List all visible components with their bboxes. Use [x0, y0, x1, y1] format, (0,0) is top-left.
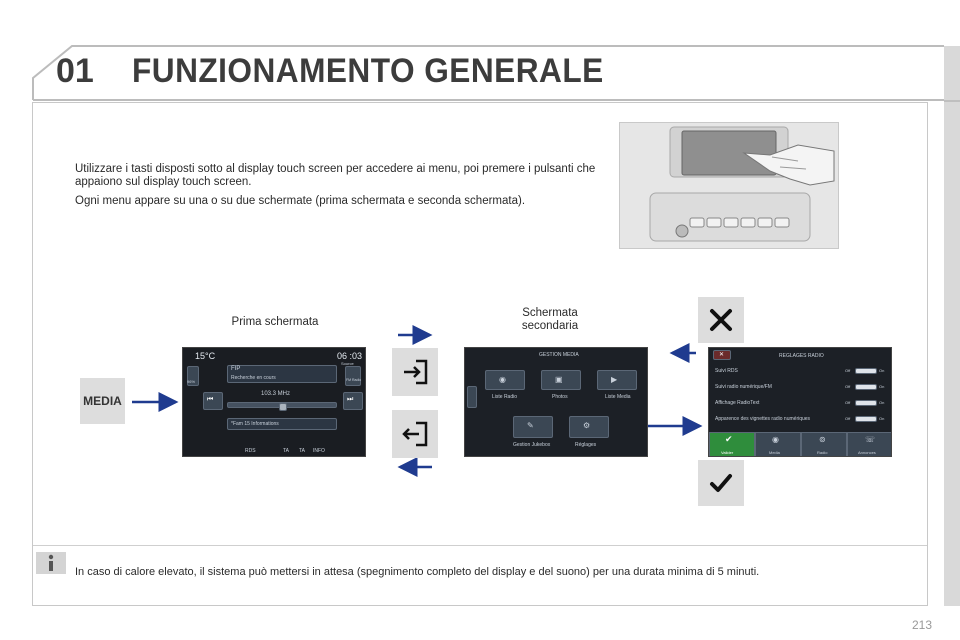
- settings-row-on: On: [879, 368, 885, 373]
- settings-close-icon: ✕: [719, 352, 725, 358]
- settings-row-toggle[interactable]: [855, 384, 877, 390]
- validate-check-icon: ✔: [725, 434, 733, 444]
- settings-row-toggle[interactable]: [855, 416, 877, 422]
- settings-row-on: On: [879, 416, 885, 421]
- note-separator: [33, 545, 927, 546]
- checkmark-icon: [708, 470, 734, 496]
- radio-right-label: FM Radio: [346, 378, 362, 382]
- radio-temperature: 15°C: [195, 351, 216, 361]
- media-item-jukebox: Gestion Jukebox: [513, 442, 551, 448]
- next-screen-button[interactable]: [392, 348, 438, 396]
- info-icon: [36, 552, 66, 574]
- confirm-button-tile[interactable]: [698, 460, 744, 506]
- media-heading: GESTION MEDIA: [539, 352, 579, 358]
- radio-right-side-button[interactable]: [345, 366, 361, 386]
- media-tab-icon: ◉: [772, 435, 779, 444]
- settings-row-label: Apparence des vignettes radio numériques: [715, 416, 811, 422]
- radio-info-text: *Fam 15 Informations: [231, 421, 279, 427]
- previous-track-icon: ⏮: [207, 396, 214, 403]
- radio-search-status: Recherche en cours: [231, 375, 276, 381]
- settings-row-off: Off: [845, 400, 851, 405]
- settings-row-on: On: [879, 384, 885, 389]
- settings-row-on: On: [879, 400, 885, 405]
- first-screen-label: Prima schermata: [231, 316, 319, 328]
- settings-row-off: Off: [845, 384, 851, 389]
- media-item-reglages: Réglages: [575, 442, 597, 448]
- media-item-liste-media: Liste Media: [605, 394, 631, 400]
- radio-bottom-ta1[interactable]: TA: [283, 448, 290, 454]
- radio-bottom-rds[interactable]: RDS: [245, 448, 256, 454]
- previous-screen-button[interactable]: [392, 410, 438, 458]
- radio-station: FIP: [231, 366, 241, 372]
- settings-row-toggle[interactable]: [855, 400, 877, 406]
- jukebox-icon: ✎: [527, 421, 534, 430]
- media-item-photos: Photos: [552, 394, 568, 400]
- page-number: 213: [912, 618, 933, 632]
- announcements-tab-icon: ☏: [865, 435, 876, 444]
- radio-wave-icon: ◉: [499, 375, 506, 384]
- exit-screen-icon: [400, 419, 430, 449]
- media-screen: [464, 347, 648, 457]
- settings-gear-icon: ⚙: [583, 421, 591, 430]
- radio-bottom-info[interactable]: INFO: [313, 448, 325, 454]
- settings-screen: [708, 347, 892, 457]
- radio-tab-icon: ⊚: [819, 435, 826, 444]
- radio-screen: [182, 347, 366, 457]
- settings-row-label: Suivi radio numérique/FM: [715, 384, 772, 390]
- settings-tab-valider-label: Valider: [721, 450, 734, 455]
- radio-left-label: 96%: [187, 379, 196, 384]
- radio-clock: 06 :03: [337, 351, 363, 361]
- media-button[interactable]: MEDIA: [80, 378, 125, 424]
- settings-tab-annonces-label: Annonces: [858, 450, 876, 455]
- frequency-slider-thumb[interactable]: [279, 403, 287, 411]
- settings-row-label: Affichage RadioText: [715, 400, 760, 406]
- enter-screen-icon: [400, 357, 430, 387]
- settings-row-label: Suivi RDS: [715, 368, 738, 374]
- settings-row-off: Off: [845, 416, 851, 421]
- next-track-icon: ⏭: [347, 396, 354, 403]
- page-title: FUNZIONAMENTO GENERALE: [132, 52, 604, 90]
- settings-tab-radio-label: Radio: [817, 450, 828, 455]
- settings-tab-media-label: Media: [769, 450, 780, 455]
- second-screen-label-line2: secondaria: [521, 320, 579, 332]
- radio-source: Source: [341, 361, 354, 366]
- settings-row-toggle[interactable]: [855, 368, 877, 374]
- media-play-icon: ▶: [611, 375, 618, 384]
- chapter-number: 01: [56, 52, 94, 90]
- radio-bottom-ta2[interactable]: TA: [299, 448, 306, 454]
- settings-heading: REGLAGES RADIO: [779, 353, 824, 359]
- media-side-tab[interactable]: [467, 386, 477, 408]
- close-button-tile[interactable]: [698, 297, 744, 343]
- info-glyph: [44, 554, 58, 572]
- intro-paragraph-1: Utilizzare i tasti disposti sotto al display touch screen per accedere ai menu, poi premere i pulsanti che appaiono sul display touch screen.: [75, 163, 596, 188]
- settings-row-off: Off: [845, 368, 851, 373]
- intro-paragraph-2: Ogni menu appare su una o su due schermate (prima schermata e seconda schermata).: [75, 195, 526, 207]
- second-screen-label-line1: Schermata: [522, 307, 578, 319]
- note-text: In caso di calore elevato, il sistema può mettersi in attesa (spegnimento completo del display e del suono) per una durata minima di 5 minuti.: [75, 566, 760, 578]
- radio-frequency: 103.3 MHz: [261, 391, 291, 397]
- close-icon: [708, 307, 734, 333]
- photos-icon: ▣: [555, 375, 563, 384]
- media-item-liste-radio: Liste Radio: [492, 394, 518, 400]
